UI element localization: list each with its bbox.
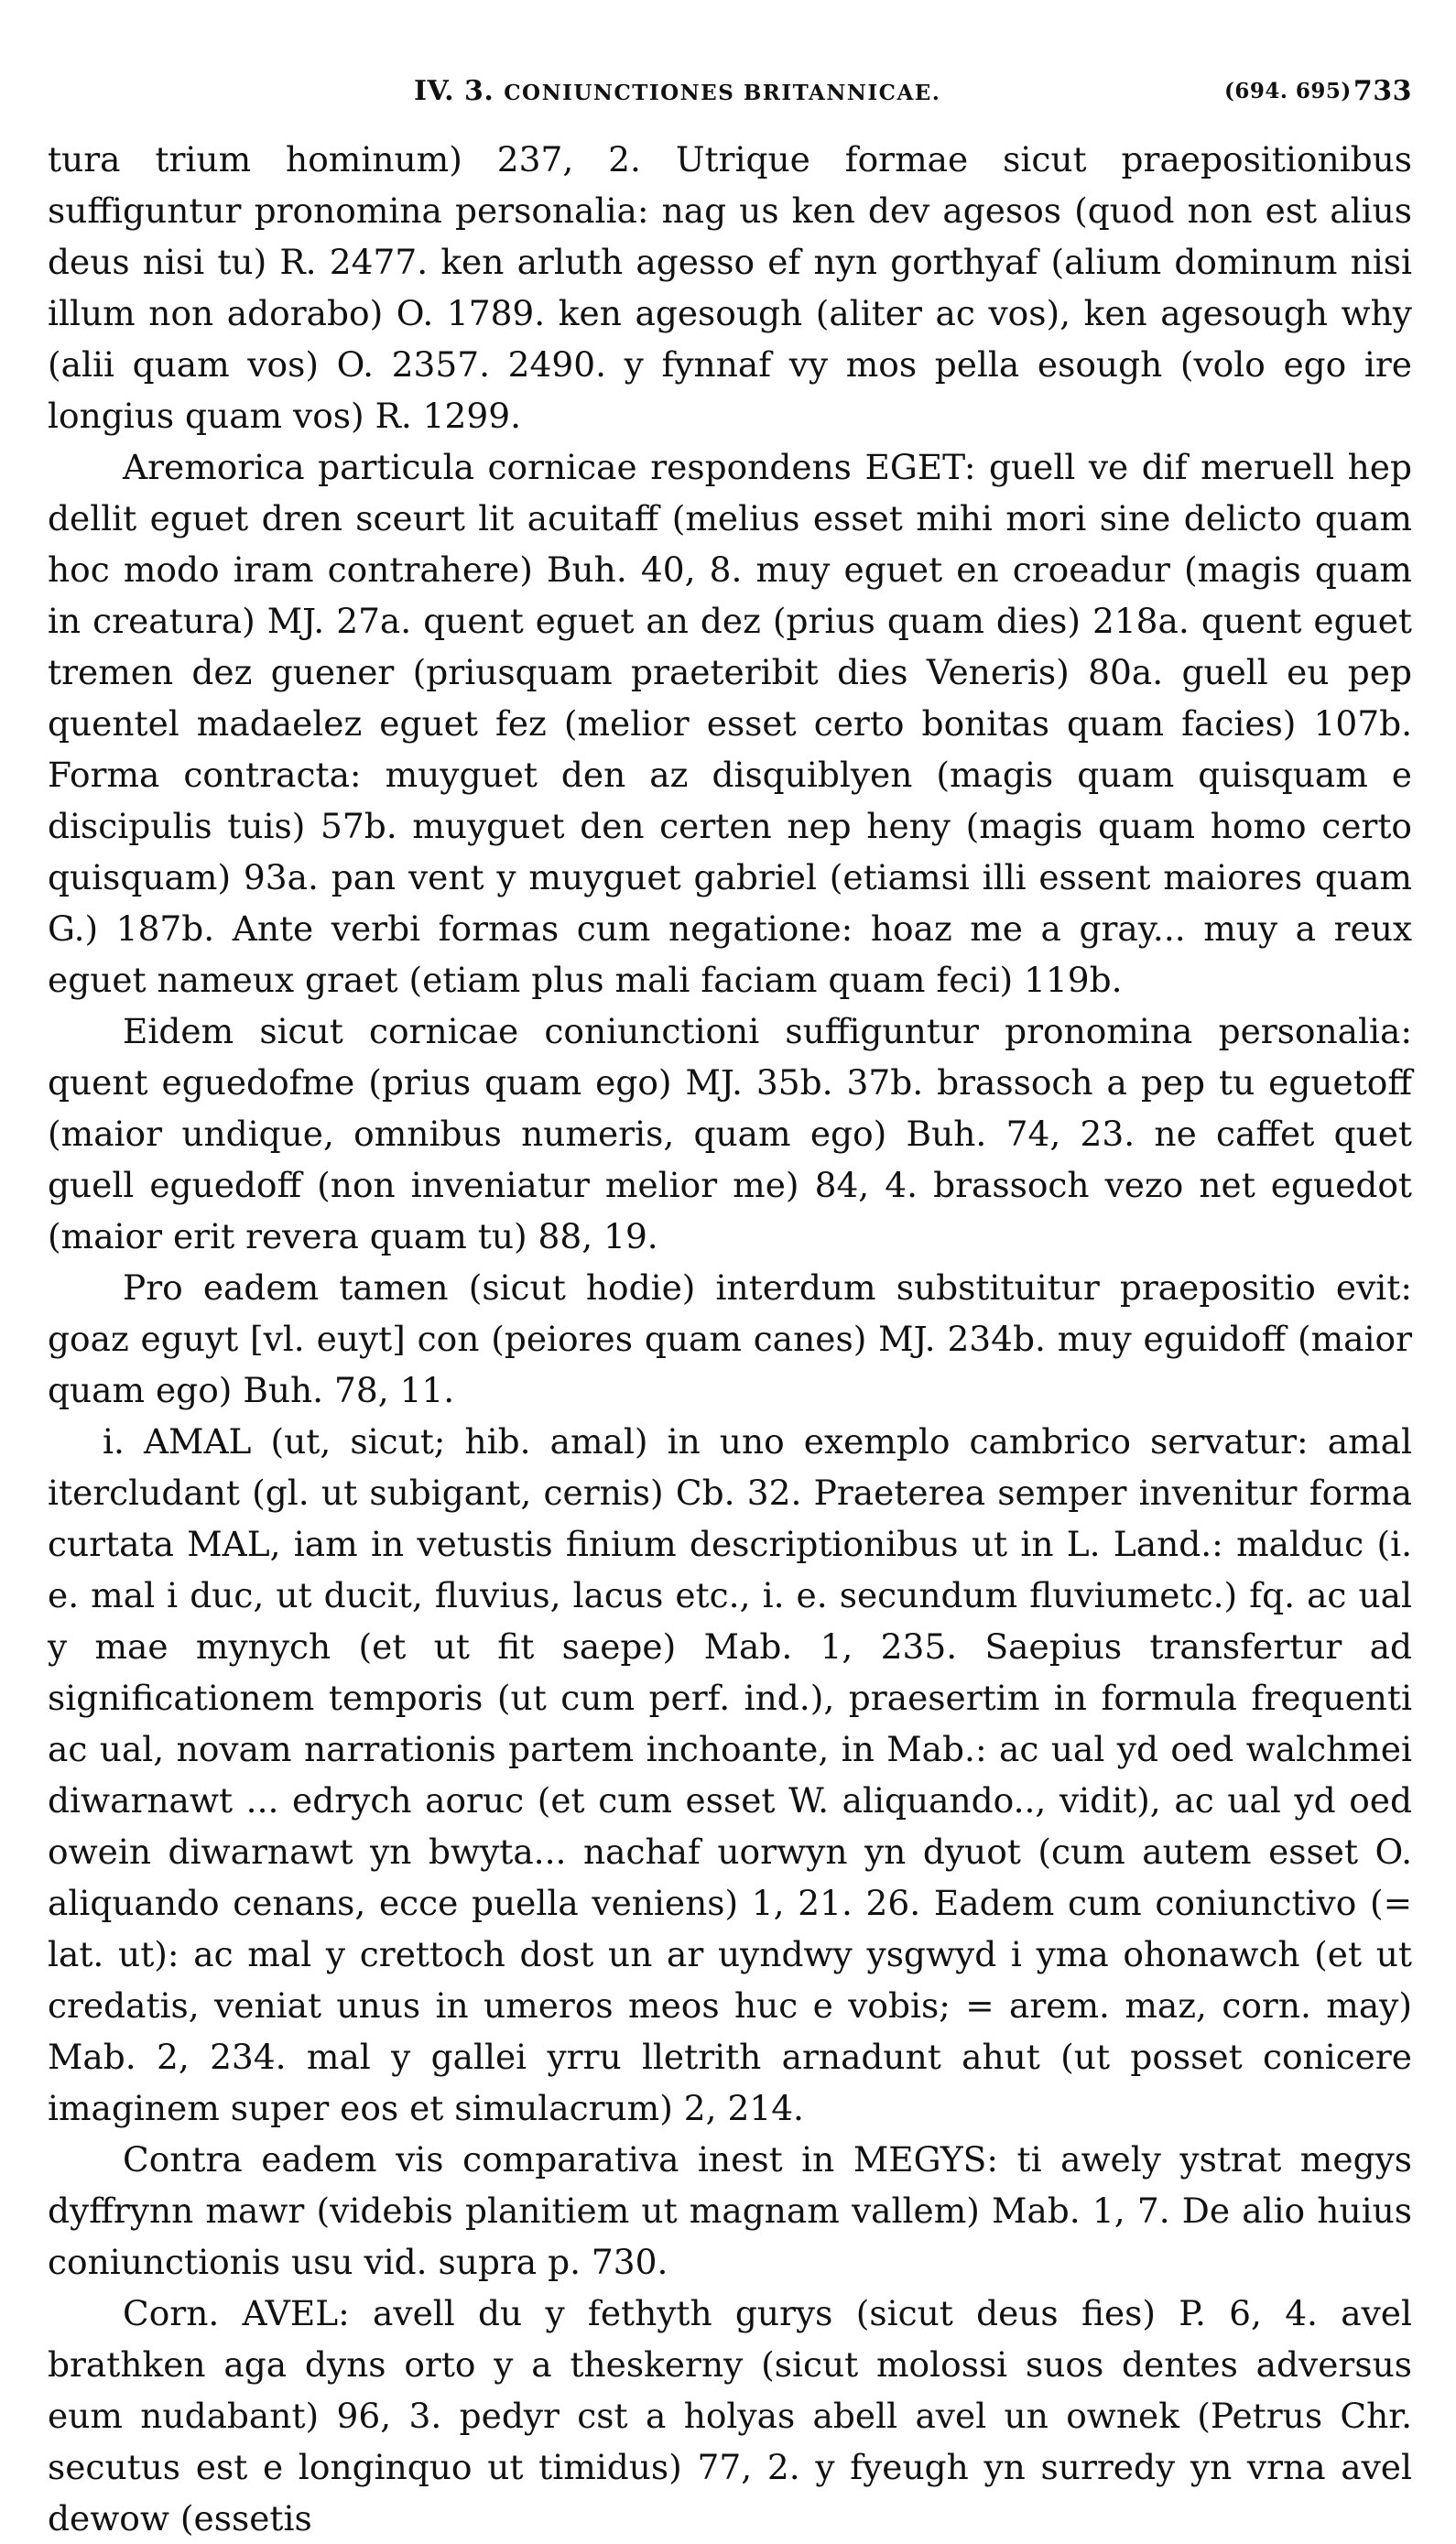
paragraph-cornish-avel: Corn. AVEL: avell du y fethyth gurys (sicut deus fies) P. 6, 4. avel brathken aga dyns orto y a theskerny (sicut molossi suos dentes adversus eum nudabant) 96, 3. pedyr cst a holyas abell avel un ownek (Petrus Chr. secutus est e longinquo ut timidus) 77, 2. y fyeugh yn surredy yn vrna avel dewow (essetis xyxy=(48,2293,1412,2539)
running-header xyxy=(48,75,1412,134)
paragraph-amal: i. AMAL (ut, sicut; hib. amal) in uno exemplo cambrico servatur: amal itercludant (gl. ut subigant, cernis) Cb. 32. Praeterea semper invenitur forma curtata MAL, iam in vetustis finium descriptionibus ut in L. Land.: malduc (i. e. mal i duc, ut ducit, fluvius, lacus etc., i. e. secundum fluviumetc.) fq. ac ual y mae mynych (et ut fit saepe) Mab. 1, 235. Saepius transfertur ad significationem temporis (ut cum perf. ind.), praesertim in formula frequenti ac ual, novam narrationis partem inchoante, in Mab.: ac ual yd oed walchmei diwarnawt ... edrych aoruc (et cum esset W. aliquando.., vidit), ac ual yd oed owein diwarnawt yn bwyta... nachaf uorwyn yn dyuot (cum autem esset O. aliquando cenans, ecce puella veniens) 1, 21. 26. Eadem cum coniunctivo (= lat. ut): ac mal y crettoch dost un ar uyndwy ysgwyd i yma ohonawch (et ut credatis, veniat unus in umeros meos huc e vobis; = arem. maz, corn. may) Mab. 2, 234. mal y gallei yrru lletrith arnadunt ahut (ut posset conicere imaginem super eos et simulacrum) 2, 214. xyxy=(48,1421,1412,2128)
section-title: CONIUNCTIONES BRITANNICAE. xyxy=(504,81,941,105)
paragraph-continuation: tura trium hominum) 237, 2. Utrique formae sicut praepositionibus suffiguntur pronomina personalia: nag us ken dev agesos (quod non est alius deus nisi tu) R. 2477. ken arluth agesso ef nyn gorthyaf (alium dominum nisi illum non adorabo) O. 1789. ken agesough (aliter ac vos), ken agesough why (alii quam vos) O. 2357. 2490. y fynnaf vy mos pella esough (volo ego ire longius quam vos) R. 1299. xyxy=(48,139,1412,436)
paragraph-aremorica: Aremorica particula cornicae respondens EGET: guell ve dif meruell hep dellit eguet dren sceurt lit acuitaff (melius esset mihi mori sine delicto quam hoc modo iram contrahere) Buh. 40, 8. muy eguet en croeadur (magis quam in creatura) MJ. 27a. quent eguet an dez (prius quam dies) 218a. quent eguet tremen dez guener (priusquam praeteribit dies Veneris) 80a. guell eu pep quentel madaelez eguet fez (melior esset certo bonitas quam facies) 107b. Forma contracta: muyguet den az disquiblyen (magis quam quisquam e discipulis tuis) 57b. muyguet den certen nep heny (magis quam homo certo quisquam) 93a. pan vent y muyguet gabriel (etiamsi illi essent maiores quam G.) 187b. Ante verbi formas cum negatione: hoaz me a gray... muy a reux eguet nameux graet (etiam plus mali faciam quam feci) 119b. xyxy=(48,447,1412,1000)
running-title xyxy=(414,75,940,107)
body-text xyxy=(48,134,1412,2544)
chapter-number: IV. 3. xyxy=(414,75,494,107)
paragraph-megys: Contra eadem vis comparativa inest in MEGYS: ti awely ystrat megys dyffrynn mawr (videbis planitiem ut magnam vallem) Mab. 1, 7. De alio huius coniunctionis usu vid. supra p. 730. xyxy=(48,2139,1412,2282)
paragraph-pronomina: Eidem sicut cornicae coniunctioni suffiguntur pronomina personalia: quent eguedofme (prius quam ego) MJ. 35b. 37b. brassoch a pep tu eguetoff (maior undique, omnibus numeris, quam ego) Buh. 74, 23. ne caffet quet guell eguedoff (non inveniatur melior me) 84, 4. brassoch vezo net eguedot (maior erit revera quam tu) 88, 19. xyxy=(48,1011,1412,1256)
paragraph-evit: Pro eadem tamen (sicut hodie) interdum substituitur praepositio evit: goaz eguyt [vl. euyt] con (peiores quam canes) MJ. 234b. muy eguidoff (maior quam ego) Buh. 78, 11. xyxy=(48,1267,1412,1410)
edition-pages-ref: (694. 695) xyxy=(1224,79,1352,103)
page-number: 733 xyxy=(1353,75,1412,107)
